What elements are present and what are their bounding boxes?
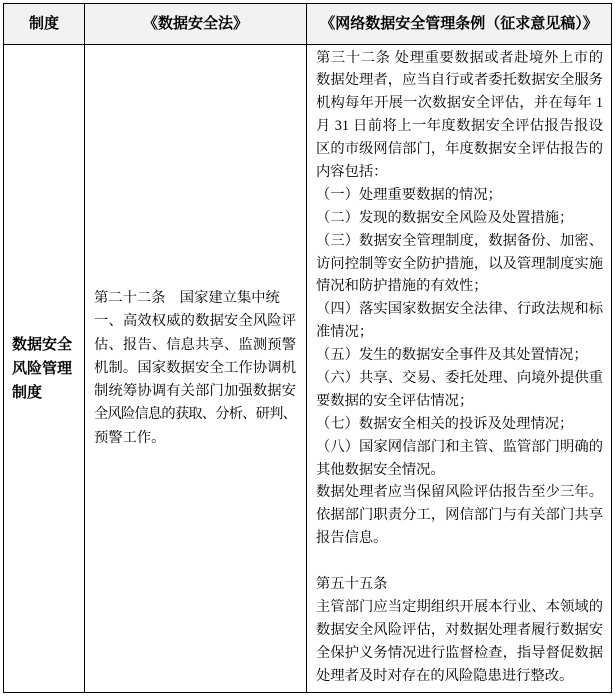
law-cell (85, 45, 307, 693)
header-system-label: 制度 (28, 15, 59, 32)
text-line: 处理者及时对存在的风险隐患进行整改。 (316, 667, 574, 684)
article-55-body (316, 596, 603, 688)
article-32-intro (316, 47, 603, 184)
blank-line (316, 550, 603, 573)
report-item-4 (316, 298, 603, 344)
text-line: 访问控制等安全防护措施，以及管理制度实施 (316, 255, 603, 272)
text-line: （五）发生的数据安全事件及其处置情况； (316, 347, 588, 364)
header-network-data-regulation-label: 《网络数据安全管理条例（征求意见稿）》 (320, 15, 598, 32)
text-line: 第三十二条 处理重要数据或者赴境外上市的 (316, 49, 603, 66)
report-item-3 (316, 230, 603, 299)
text-line: 要数据的安全评估情况； (316, 392, 474, 409)
text-line: 月 31 日前将上一年度数据安全评估报告报设 (316, 118, 603, 135)
text-line: 数据处理者，应当自行或者委托数据安全服务 (316, 72, 603, 89)
text-line: 机构每年开展一次数据安全评估，并在每年 1 (316, 95, 603, 112)
text-line: （六）共享、交易、委托处理、向境外提供重 (316, 369, 603, 386)
text-line: （八）国家网信部门和主管、监管部门明确的 (316, 438, 603, 455)
header-data-security-law (85, 4, 307, 45)
text-line: 全风险信息的获取、分析、研判、 (94, 406, 296, 423)
header-data-security-law-label: 《数据安全法》 (142, 15, 248, 32)
text-line: 制统筹协调有关部门加强数据安 (94, 383, 296, 400)
text-line: 其他数据安全情况。 (316, 461, 445, 478)
text-line: 第五十五条 (316, 575, 388, 592)
report-item-6 (316, 367, 603, 413)
report-item-2 (316, 207, 603, 230)
text-line: 估、报告、信息共享、监测预警 (94, 336, 296, 353)
text-line: （一）处理重要数据的情况； (316, 186, 502, 203)
system-name: 数据安全风险管理制度 (12, 335, 73, 401)
text-line: （四）落实国家数据安全法律、行政法规和标 (316, 301, 603, 318)
text-line: 数据处理者应当保留风险评估报告至少三年。 (316, 484, 603, 501)
system-cell (4, 45, 85, 693)
text-line: 主管部门应当定期组织开展本行业、本领域的 (316, 598, 603, 615)
text-line: （三）数据安全管理制度，数据备份、加密、 (316, 232, 603, 249)
report-item-7 (316, 413, 603, 436)
text-line: 数据安全风险评估，对数据处理者履行数据安 (316, 621, 603, 638)
report-item-5 (316, 344, 603, 367)
regulation-article-55 (316, 573, 603, 687)
report-item-8 (316, 436, 603, 482)
header-system (4, 4, 85, 45)
law-article-22 (94, 287, 296, 450)
text-line: 机制。国家数据安全工作协调机 (94, 359, 296, 376)
text-line: 内容包括： (316, 163, 388, 180)
text-line: 全保护义务情况进行监督检查，指导督促数据 (316, 644, 603, 661)
text-line: 报告信息。 (316, 530, 388, 547)
text-line: 准情况； (316, 324, 374, 341)
text-line: 情况和防护措施的有效性； (316, 278, 488, 295)
article-55-heading (316, 573, 603, 596)
text-line: 一、高效权威的数据安全风险评 (94, 313, 296, 330)
report-retention-paragraph (316, 481, 603, 550)
header-network-data-regulation (307, 4, 612, 45)
text-line: 依据部门职责分工，网信部门与有关部门共享 (316, 507, 603, 524)
text-line: 预警工作。 (94, 429, 166, 446)
comparison-table (3, 3, 612, 693)
report-item-1 (316, 184, 603, 207)
text-line: 区的市级网信部门，年度数据安全评估报告的 (316, 141, 603, 158)
text-line: （七）数据安全相关的投诉及处理情况； (316, 415, 574, 432)
regulation-article-32 (316, 47, 603, 551)
text-line: （二）发现的数据安全风险及处置措施； (316, 209, 574, 226)
text-line: 第二十二条 国家建立集中统 (94, 289, 280, 306)
regulation-cell (307, 45, 612, 693)
